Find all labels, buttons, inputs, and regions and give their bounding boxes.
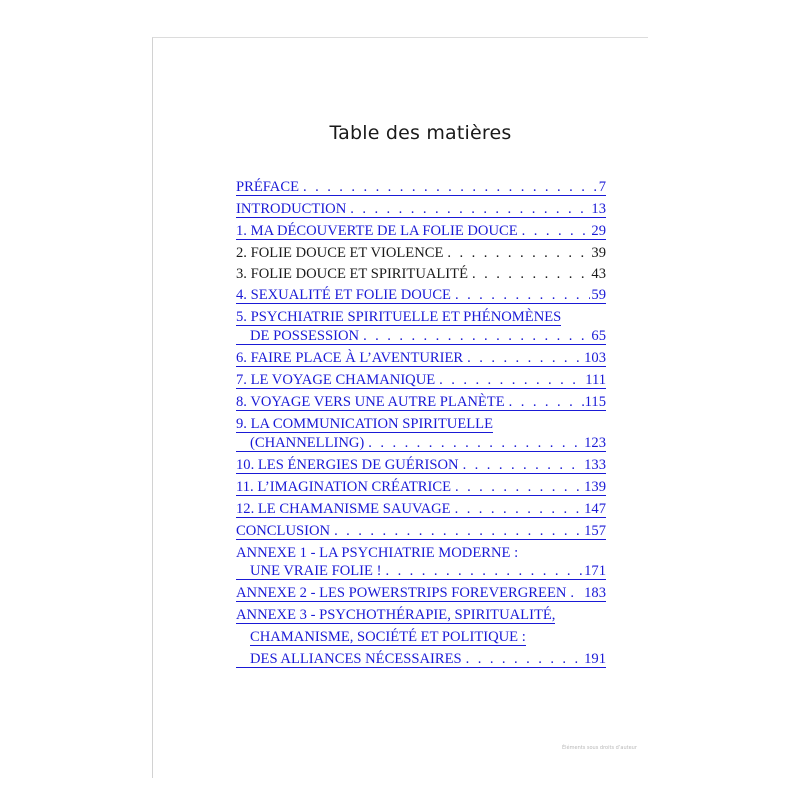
toc-page: 123 [584, 435, 606, 451]
page-title: Table des matières [329, 122, 512, 144]
toc-label-line-2: DE POSSESSION [250, 328, 360, 344]
toc-entry-chapter-5[interactable] [236, 309, 606, 345]
toc-page: 111 [585, 372, 606, 388]
leader-dots [447, 245, 590, 261]
toc-page: 139 [584, 479, 606, 495]
toc-entry-chapter-3 [236, 266, 606, 282]
toc-label: 3. FOLIE DOUCE ET SPIRITUALITÉ [236, 266, 468, 282]
toc-label: 6. FAIRE PLACE À L’AVENTURIER [236, 350, 464, 366]
toc-label: 8. VOYAGE VERS UNE AUTRE PLANÈTE [236, 394, 505, 410]
toc-label: ANNEXE 2 - LES POWERSTRIPS FOREVERGREEN [236, 585, 567, 601]
toc-label: 11. L’IMAGINATION CRÉATRICE [236, 479, 451, 495]
toc-entry-conclusion[interactable] [236, 523, 606, 540]
toc-entry-introduction[interactable] [236, 201, 606, 218]
leader-dots [466, 651, 583, 667]
leader-dots [439, 372, 584, 388]
toc-label: 7. LE VOYAGE CHAMANIQUE [236, 372, 436, 388]
toc-label: PRÉFACE [236, 179, 299, 195]
toc-page: 39 [591, 245, 606, 261]
toc-label: 10. LES ÉNERGIES DE GUÉRISON [236, 457, 459, 473]
toc-entry-chapter-1[interactable] [236, 223, 606, 240]
toc-entry-chapter-6[interactable] [236, 350, 606, 367]
toc-label-line-3: DES ALLIANCES NÉCESSAIRES [250, 651, 462, 667]
leader-dots [472, 266, 590, 282]
toc-entry-chapter-4[interactable] [236, 287, 606, 304]
toc-page: 157 [584, 523, 606, 539]
table-of-contents [236, 179, 606, 668]
toc-label-line-1: 5. PSYCHIATRIE SPIRITUELLE ET PHÉNOMÈNES [236, 309, 562, 325]
toc-entry-chapter-10[interactable] [236, 457, 606, 474]
toc-page: 65 [591, 328, 606, 344]
toc-label: CONCLUSION [236, 523, 331, 539]
toc-label-line-1: ANNEXE 3 - PSYCHOTHÉRAPIE, SPIRITUALITÉ, [236, 607, 556, 623]
leader-dots [467, 350, 583, 366]
toc-page: 147 [584, 501, 606, 517]
leader-dots [509, 394, 584, 410]
leader-dots [368, 435, 583, 451]
leader-dots [455, 501, 584, 517]
leader-dots [463, 457, 584, 473]
toc-label-line-2: (CHANNELLING) [250, 435, 365, 451]
toc-entry-preface[interactable] [236, 179, 606, 196]
leader-dots [350, 201, 590, 217]
toc-page: 133 [584, 457, 606, 473]
leader-dots [303, 179, 598, 195]
toc-page: 13 [591, 201, 606, 217]
leader-dots [570, 585, 583, 601]
toc-page: 103 [584, 350, 606, 366]
leader-dots [385, 563, 583, 579]
toc-label: 12. LE CHAMANISME SAUVAGE [236, 501, 451, 517]
toc-entry-chapter-8[interactable] [236, 394, 606, 411]
copyright-note: Éléments sous droits d’auteur [562, 745, 637, 751]
toc-label: 2. FOLIE DOUCE ET VIOLENCE [236, 245, 444, 261]
toc-page: 59 [591, 287, 606, 303]
toc-entry-chapter-9[interactable] [236, 416, 606, 452]
toc-label: 1. MA DÉCOUVERTE DE LA FOLIE DOUCE [236, 223, 518, 239]
toc-page: 191 [584, 651, 606, 667]
toc-page: 115 [584, 394, 606, 410]
toc-label: INTRODUCTION [236, 201, 347, 217]
leader-dots [455, 287, 590, 303]
toc-label-line-2: UNE VRAIE FOLIE ! [250, 563, 382, 579]
toc-label: 4. SEXUALITÉ ET FOLIE DOUCE [236, 287, 451, 303]
toc-entry-annex-3[interactable] [236, 607, 606, 668]
book-page [152, 37, 648, 778]
toc-label-line-1: ANNEXE 1 - LA PSYCHIATRIE MODERNE : [236, 545, 519, 561]
toc-entry-chapter-12[interactable] [236, 501, 606, 518]
leader-dots [363, 328, 590, 344]
toc-label-line-1: 9. LA COMMUNICATION SPIRITUELLE [236, 416, 494, 432]
leader-dots [455, 479, 583, 495]
leader-dots [334, 523, 583, 539]
toc-entry-annex-2[interactable] [236, 585, 606, 602]
toc-page: 29 [591, 223, 606, 239]
toc-entry-chapter-11[interactable] [236, 479, 606, 496]
toc-entry-chapter-7[interactable] [236, 372, 606, 389]
leader-dots [522, 223, 591, 239]
toc-page: 7 [598, 179, 606, 195]
toc-page: 183 [584, 585, 606, 601]
toc-label-line-2: CHAMANISME, SOCIÉTÉ ET POLITIQUE : [250, 629, 526, 645]
toc-entry-annex-1[interactable] [236, 545, 606, 580]
toc-page: 171 [584, 563, 606, 579]
toc-entry-chapter-2 [236, 245, 606, 261]
toc-page: 43 [591, 266, 606, 282]
